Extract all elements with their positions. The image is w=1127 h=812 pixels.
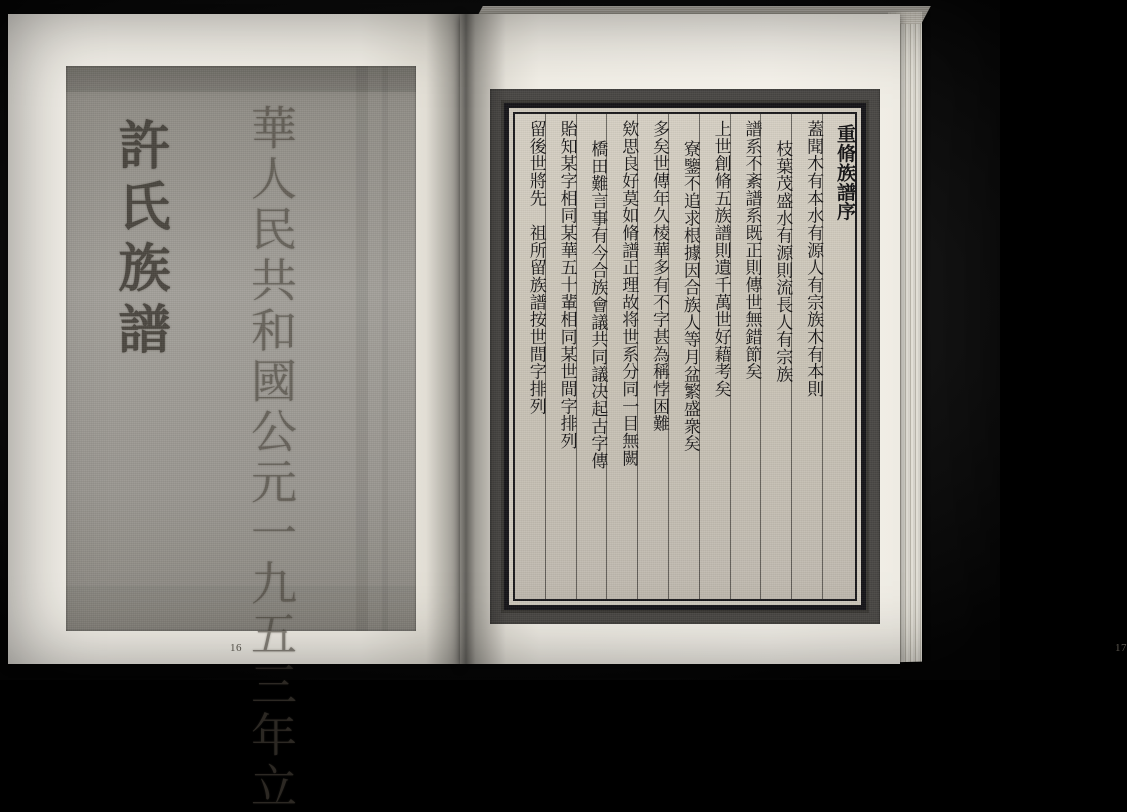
preface-column-4: 譜系不紊譜系既正則傳世無錯節矣 [730,114,761,599]
preface-column-2: 蓋聞木有本水有源人有宗族木有本則 [791,114,822,599]
preface-column-8: 欸思良好莫如脩譜正理故将世系分同一目無闕 [606,114,637,599]
cover-title-column: 許氏族譜 [109,118,170,364]
preface-column-3: 枝葉茂盛水有源則流長人有宗族 [760,114,791,599]
preface-heading-column: 重脩族譜序 [822,114,855,599]
preface-column-9: 橋田難言事有今合族會議共同議决起古字傳 [576,114,607,599]
preface-column-11: 留後世將先 祖所留族譜按世間字排列 [525,120,546,415]
right-page [460,14,1127,664]
preface-column-7: 多矣世傳年久棱華多有不字甚為稱悖困難 [637,114,668,599]
left-page-folio: 16 [230,642,242,654]
woodblock-frame [504,103,866,610]
woodblock-text-area [513,112,857,601]
cover-fold-line-2 [382,66,388,631]
left-page [8,14,460,812]
cover-fold-line [356,66,368,631]
preface-column-5: 上世創脩五族譜則遺千萬世好藉考矣 [699,114,730,599]
right-plate-photo [490,89,880,624]
preface-column-10: 貽知某字相同某華五十輩相同某世間字排列 [545,114,576,599]
preface-column-6: 寮鑒不追求根據因合族人等月盆繁盛衆矣 [668,114,699,599]
right-page-folio: 17 [1115,642,1127,654]
cover-imprint-column: 華人民共和國公元一九五三年立 [244,104,298,812]
open-book-spread [8,4,1127,812]
